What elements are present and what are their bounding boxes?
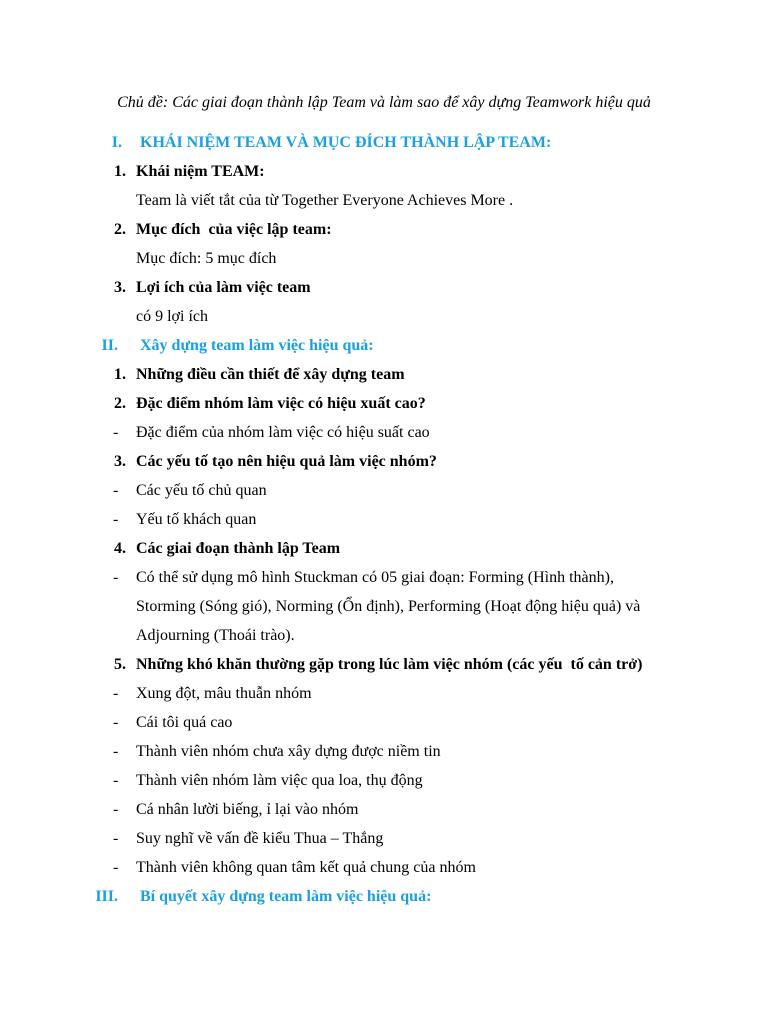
s2-item-4-number: 4. [114,540,126,557]
s1-item-1-body: Team là viết tắt của từ Together Everyone Achieves More . [136,192,514,209]
s2-item-4-title: Các giai đoạn thành lập Team [136,540,341,557]
s2-item-1-title: Những điều cần thiết để xây dựng team [136,366,405,383]
s2-item-3-bullet-2: Yếu tố khách quan [136,511,257,528]
s1-item-1-title: Khái niệm TEAM: [136,163,265,180]
s2-item-2-bullet-1: Đặc điểm của nhóm làm việc có hiệu suất cao [136,424,430,441]
bullet-dash: - [113,801,119,818]
s2-item-3-number: 3. [114,453,126,470]
bullet-dash: - [113,511,119,528]
s2-item-4-bullet-line-2: Storming (Sóng gió), Norming (Ổn định), Performing (Hoạt động hiệu quả) và [136,598,641,615]
s2-item-1-number: 1. [114,366,126,383]
s2-item-4-bullet-line-1: Có thể sử dụng mô hình Stuckman có 05 giai đoạn: Forming (Hình thành), [136,569,614,586]
s2-item-2-title: Đặc điểm nhóm làm việc có hiệu xuất cao? [136,395,426,412]
s2-item-5-bullet-2: Cái tôi quá cao [136,714,233,731]
bullet-dash: - [113,569,119,586]
s1-item-3-number: 3. [114,279,126,296]
s2-item-5-bullet-7: Thành viên không quan tâm kết quả chung của nhóm [136,859,476,876]
s2-item-3-bullet-1: Các yếu tố chủ quan [136,482,267,499]
s2-item-5-bullet-6: Suy nghĩ về vấn đề kiểu Thua – Thắng [136,830,384,847]
s2-item-2-number: 2. [114,395,126,412]
s1-item-3-body: có 9 lợi ích [136,308,208,325]
bullet-dash: - [113,482,119,499]
section-1-heading: KHÁI NIỆM TEAM VÀ MỤC ĐÍCH THÀNH LẬP TEAM: [140,134,552,151]
s2-item-5-number: 5. [114,656,126,673]
bullet-dash: - [113,424,119,441]
bullet-dash: - [113,830,119,847]
bullet-dash: - [113,743,119,760]
s2-item-5-title: Những khó khăn thường gặp trong lúc làm việc nhóm (các yếu tố cản trở) [136,656,643,673]
s1-item-3-title: Lợi ích của làm việc team [136,279,311,296]
s2-item-3-title: Các yếu tố tạo nên hiệu quả làm việc nhóm? [136,453,437,470]
s2-item-5-bullet-4: Thành viên nhóm làm việc qua loa, thụ động [136,772,423,789]
s1-item-2-title: Mục đích của việc lập team: [136,221,332,238]
section-2-heading: Xây dựng team làm việc hiệu quả: [140,337,374,354]
bullet-dash: - [113,685,119,702]
section-2-number: II. [101,337,118,354]
s2-item-5-bullet-1: Xung đột, mâu thuẫn nhóm [136,685,312,702]
document-title: Chủ đề: Các giai đoạn thành lập Team và làm sao để xây dựng Teamwork hiệu quả [117,94,651,111]
s2-item-4-bullet-line-3: Adjourning (Thoái trào). [136,627,295,644]
s2-item-5-bullet-3: Thành viên nhóm chưa xây dựng được niềm tin [136,743,441,760]
s1-item-1-number: 1. [114,163,126,180]
section-3-number: III. [95,888,118,905]
s1-item-2-body: Mục đích: 5 mục đích [136,250,277,267]
bullet-dash: - [113,859,119,876]
bullet-dash: - [113,714,119,731]
s1-item-2-number: 2. [114,221,126,238]
section-3-heading: Bí quyết xây dựng team làm việc hiệu quả: [140,888,432,905]
bullet-dash: - [113,772,119,789]
s2-item-5-bullet-5: Cá nhân lười biếng, ỉ lại vào nhóm [136,801,359,818]
section-1-number: I. [111,134,122,151]
